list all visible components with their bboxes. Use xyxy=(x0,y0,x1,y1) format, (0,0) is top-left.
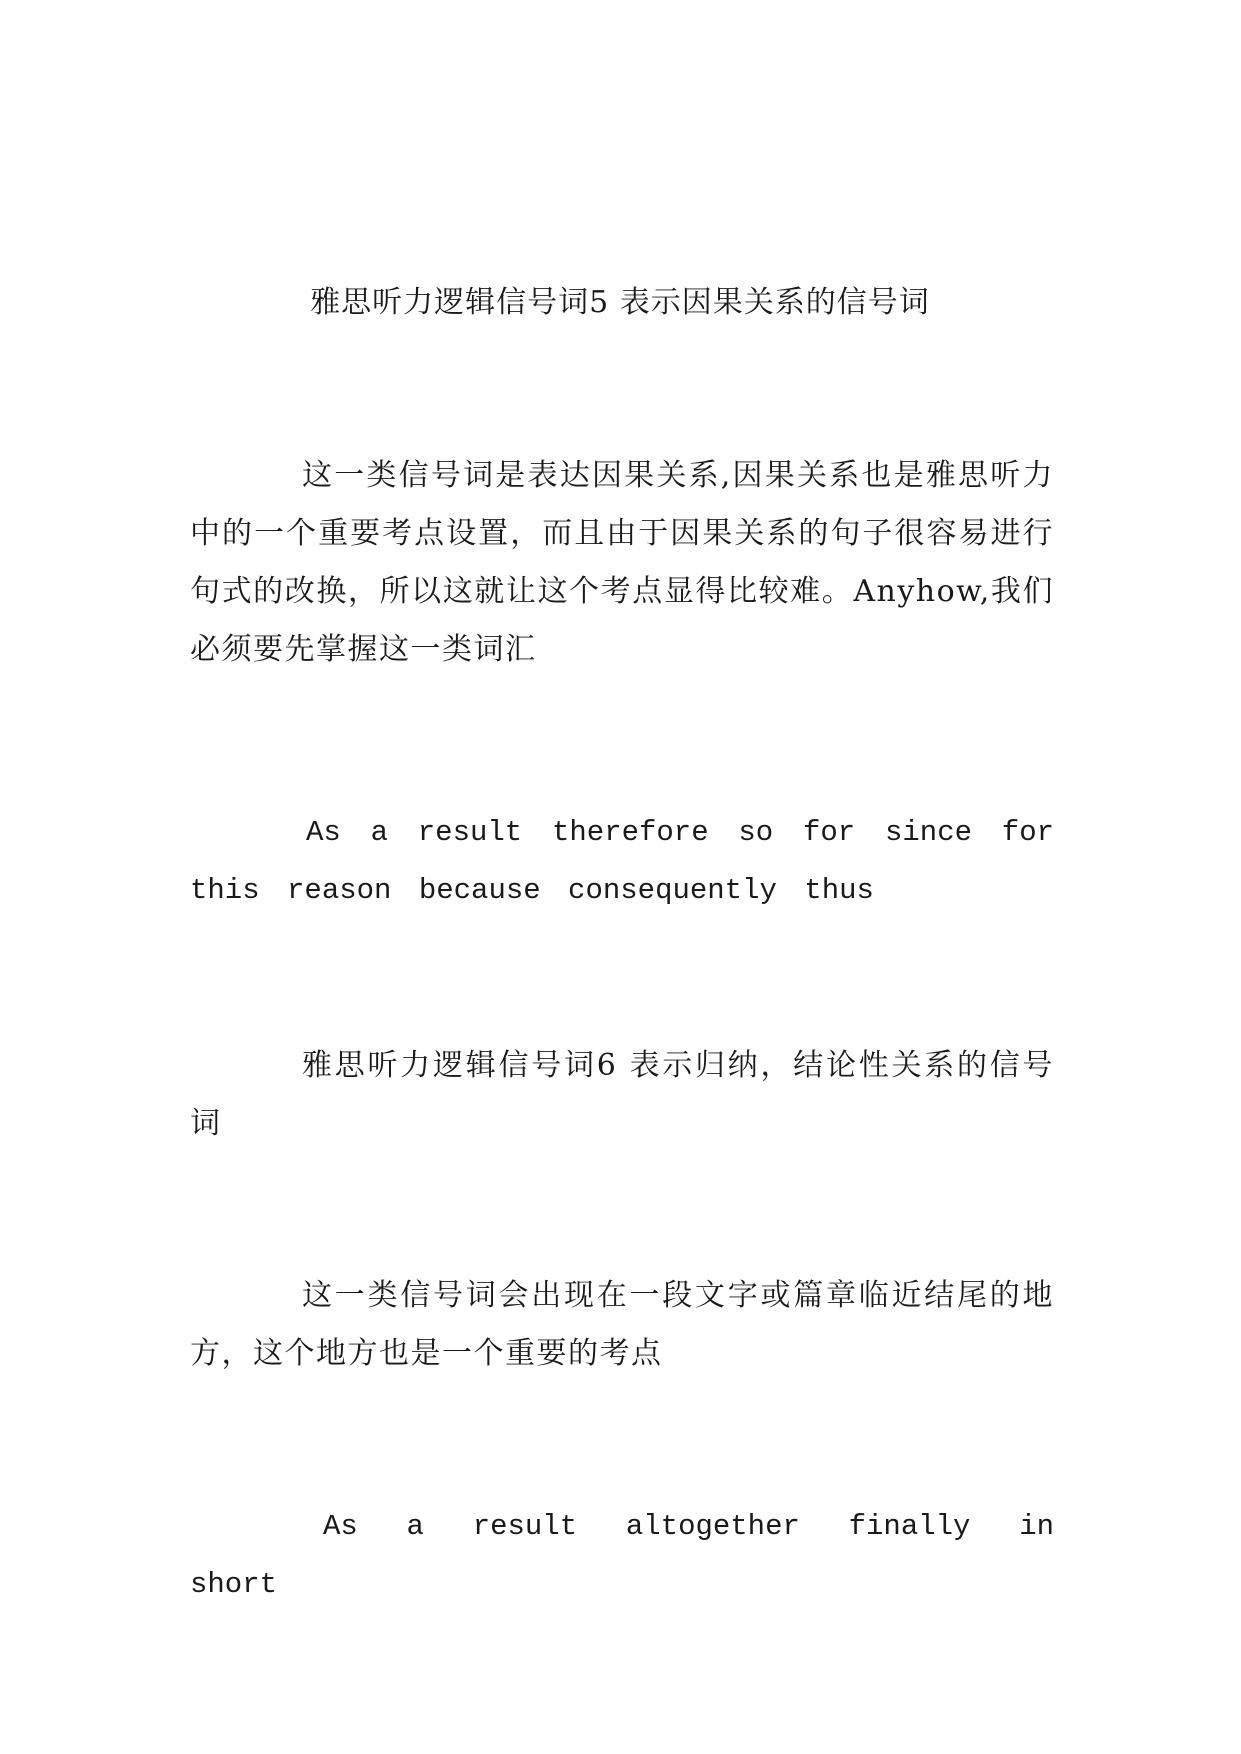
paragraph-causal-signal-words: As a result therefore so for since for this reason because consequently thus xyxy=(190,816,1054,907)
paragraph-summary-intro: 这一类信号词会出现在一段文字或篇章临近结尾的地方，这个地方也是一个重要的考点 xyxy=(190,1278,1054,1371)
paragraph-causal-intro: 这一类信号词是表达因果关系,因果关系也是雅思听力中的一个重要考点设置，而且由于因果关系的句子很容易进行句式的改换，所以这就让这个考点显得比较难。Anyhow,我们必须要先掌握这一类词汇 xyxy=(190,458,1054,667)
paragraph-summary-signal-words: As a result altogether finally in short xyxy=(190,1510,1054,1601)
paragraph-section-6-heading: 雅思听力逻辑信号词6 表示归纳，结论性关系的信号词 xyxy=(190,1048,1054,1141)
document-title: 雅思听力逻辑信号词5 表示因果关系的信号词 xyxy=(310,285,930,320)
